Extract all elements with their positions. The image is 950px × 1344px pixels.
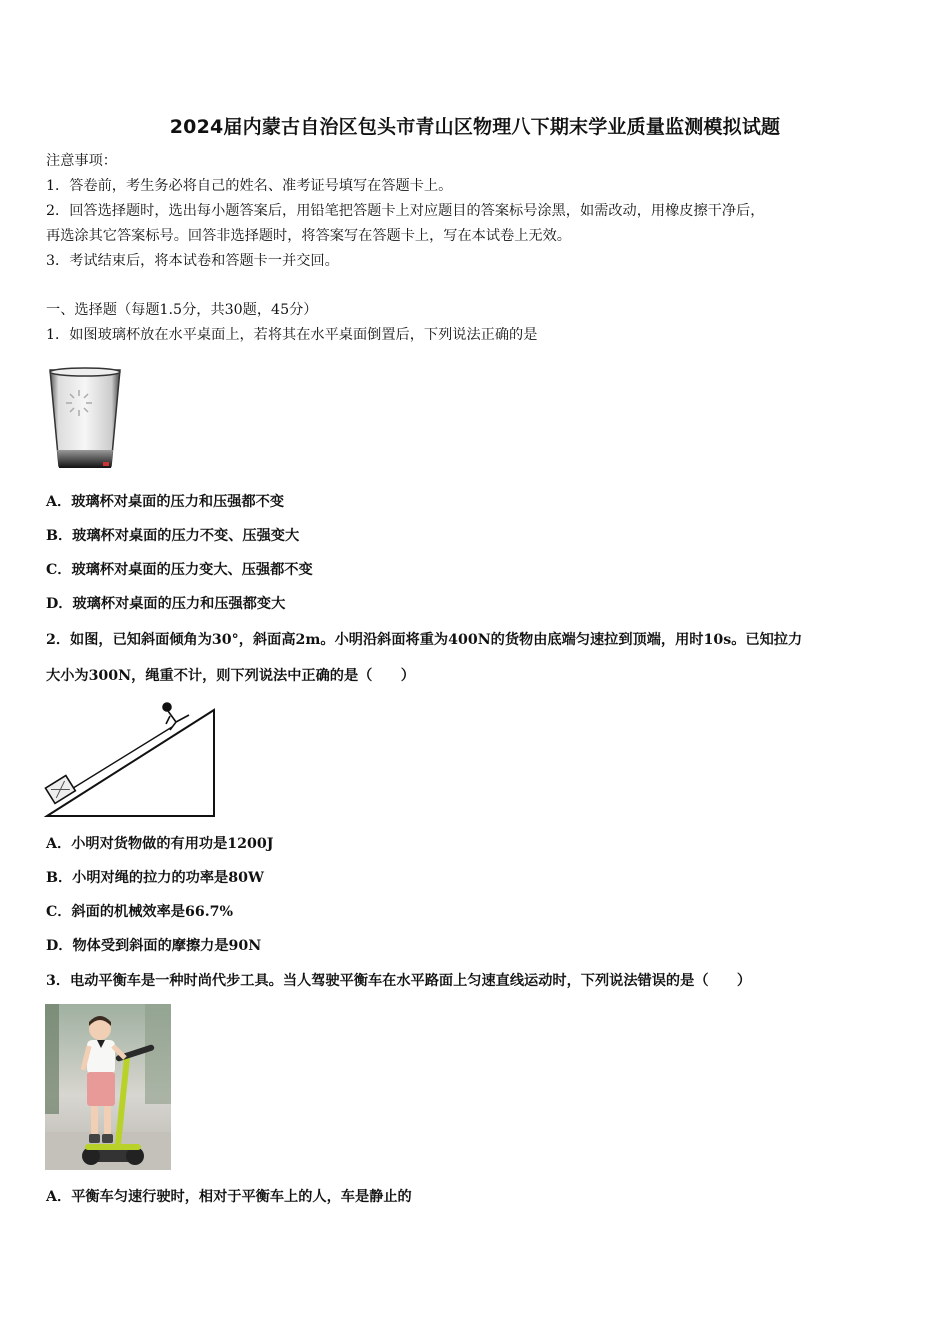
- notice-heading: 注意事项：: [46, 153, 117, 169]
- q1-option-c: C．玻璃杯对桌面的压力变大、压强都不变: [46, 562, 313, 578]
- q2-option-a: A．小明对货物做的有用功是1200J: [46, 836, 274, 852]
- notice-item-2-cont: 再选涂其它答案标号。回答非选择题时，将答案写在答题卡上，写在本试卷上无效。: [46, 228, 571, 244]
- q2-stem-line1: 2．如图，已知斜面倾角为30°，斜面高2m。小明沿斜面将重为400N的货物由底端匀速拉到顶端，用时10s。已知拉力: [46, 632, 803, 648]
- q2-stem-line2: 大小为300N，绳重不计，则下列说法中正确的是（ ）: [46, 668, 415, 684]
- glass-cup-figure: [47, 366, 123, 474]
- balance-scooter-photo: [45, 1004, 171, 1170]
- q1-stem: 1．如图玻璃杯放在水平桌面上，若将其在水平桌面倒置后，下列说法正确的是: [46, 327, 538, 343]
- q2-option-b: B．小明对绳的拉力的功率是80W: [46, 870, 264, 886]
- notice-item-1: 1．答卷前，考生务必将自己的姓名、准考证号填写在答题卡上。: [46, 178, 453, 194]
- q2-option-c: C．斜面的机械效率是66.7%: [46, 904, 234, 920]
- q2-option-d: D．物体受到斜面的摩擦力是90N: [46, 938, 262, 954]
- q1-option-d: D．玻璃杯对桌面的压力和压强都变大: [46, 596, 286, 612]
- q1-option-b: B．玻璃杯对桌面的压力不变、压强变大: [46, 528, 300, 544]
- person-pulling-icon: [163, 703, 189, 730]
- notice-item-2: 2．回答选择题时，选出每小题答案后，用铅笔把答题卡上对应题目的答案标号涂黑，如需改动，用橡皮擦干净后，: [46, 203, 765, 219]
- section-heading: 一、选择题（每题1.5分，共30题，45分）: [46, 302, 318, 318]
- notice-item-3: 3．考试结束后，将本试卷和答题卡一并交回。: [46, 253, 339, 269]
- incline-plane-figure: [44, 700, 219, 820]
- q3-option-a: A．平衡车匀速行驶时，相对于平衡车上的人，车是静止的: [46, 1189, 412, 1205]
- page-title: 2024届内蒙古自治区包头市青山区物理八下期末学业质量监测模拟试题: [169, 116, 781, 138]
- q1-option-a: A．玻璃杯对桌面的压力和压强都不变: [46, 494, 285, 510]
- q3-stem: 3．电动平衡车是一种时尚代步工具。当人驾驶平衡车在水平路面上匀速直线运动时，下列说法错误的是（ ）: [46, 973, 752, 989]
